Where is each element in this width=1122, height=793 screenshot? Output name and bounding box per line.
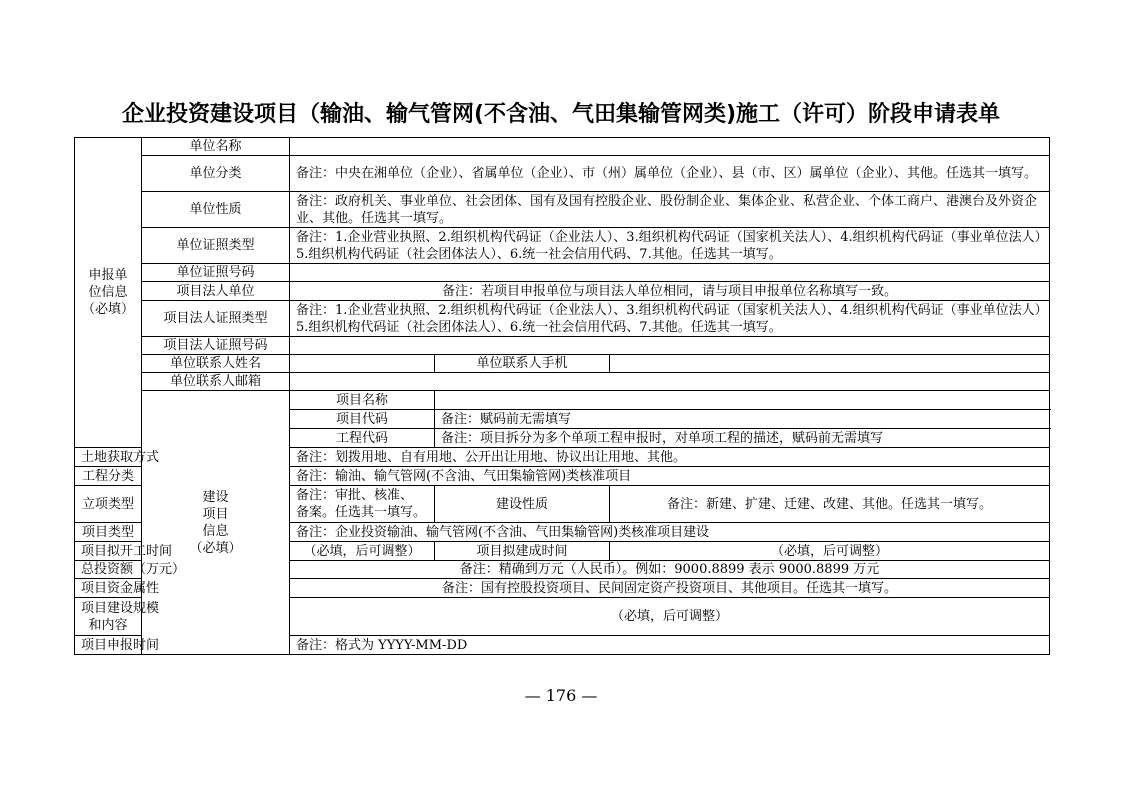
- legal-license-type-field[interactable]: 备注：1.企业营业执照、2.组织机构代码证（企业法人）、3.组织机构代码证（国家机关法人）、4.组织机构代码证（事业单位法人）5.组织机构代码证（社会团体法人）、6.统一社会信用代码、7.其他。任选其一填写。: [290, 301, 1050, 337]
- field-label: 单位联系人姓名: [142, 355, 290, 373]
- project-section-label: [142, 391, 290, 655]
- section-label-line: 信息: [202, 523, 229, 539]
- contact-name-field[interactable]: [290, 355, 435, 373]
- contact-email-field[interactable]: [290, 373, 1050, 391]
- scale-content-field[interactable]: （必填，后可调整）: [290, 598, 1050, 636]
- land-method-field[interactable]: 备注：划拨用地、自有用地、公开出让用地、协议出让用地、其他。: [290, 448, 1050, 467]
- field-label: 单位性质: [142, 192, 290, 228]
- field-label: 项目资金属性: [75, 579, 142, 598]
- table-row: [75, 156, 1050, 192]
- section-label-line: 项目: [202, 506, 229, 522]
- construction-nature-field[interactable]: 备注：新建、扩建、迁建、改建、其他。任选其一填写。: [610, 486, 1050, 523]
- field-label: 土地获取方式: [75, 448, 142, 467]
- field-label: 单位联系人手机: [435, 355, 610, 373]
- section-label-line: （必填）: [81, 302, 134, 317]
- field-label: 工程代码: [290, 429, 435, 448]
- field-label: 工程分类: [75, 467, 142, 486]
- table-row: [75, 192, 1050, 228]
- application-form-table: [74, 137, 1050, 655]
- unit-name-field[interactable]: [290, 138, 1050, 156]
- field-label: 立项类型: [75, 486, 142, 523]
- field-label: 项目代码: [290, 410, 435, 429]
- scale-label-line: 和内容: [88, 617, 128, 633]
- applicant-section-label: [75, 138, 142, 448]
- total-investment-field[interactable]: 备注：精确到万元（人民币）。例如：9000.8899 表示 9000.8899 万元: [290, 561, 1050, 579]
- field-label: 单位证照类型: [142, 228, 290, 264]
- planned-start-field[interactable]: （必填，后可调整）: [290, 542, 435, 561]
- table-row: [75, 391, 1050, 410]
- approval-type-note: 备案。任选其一填写。: [296, 505, 427, 520]
- engineering-category-field[interactable]: 备注：输油、输气管网(不含油、气田集输管网)类核准项目: [290, 467, 1050, 486]
- field-label: 项目法人单位: [142, 282, 290, 301]
- field-label: 建设性质: [435, 486, 610, 523]
- approval-type-note: 备注：审批、核准、: [296, 488, 414, 503]
- field-label: 单位名称: [142, 138, 290, 156]
- table-row: [75, 355, 1050, 373]
- form-title: 企业投资建设项目（输油、输气管网(不含油、气田集输管网类)施工（许可）阶段申请表单: [121, 102, 1001, 127]
- section-label-line: 申报单: [88, 268, 128, 283]
- field-label: 项目名称: [290, 391, 435, 410]
- unit-category-field[interactable]: 备注：中央在湘单位（企业）、省属单位（企业）、市（州）属单位（企业）、县（市、区）属单位（企业）、其他。任选其一填写。: [290, 156, 1050, 192]
- table-row: [75, 373, 1050, 391]
- unit-license-type-field[interactable]: 备注：1.企业营业执照、2.组织机构代码证（企业法人）、3.组织机构代码证（国家机关法人）、4.组织机构代码证（事业单位法人）5.组织机构代码证（社会团体法人）、6.统一社会信用代码、7.其他。任选其一填写。: [290, 228, 1050, 264]
- field-label: 单位证照号码: [142, 264, 290, 282]
- section-label-line: 位信息: [88, 285, 128, 300]
- declare-time-field[interactable]: 备注：格式为 YYYY-MM-DD: [290, 636, 1050, 655]
- table-row: [75, 282, 1050, 301]
- section-label-line: （必填）: [189, 540, 242, 556]
- table-row: [75, 301, 1050, 337]
- field-label: 单位分类: [142, 156, 290, 192]
- field-label: [75, 598, 160, 636]
- planned-finish-field[interactable]: （必填，后可调整）: [610, 542, 1050, 561]
- field-label: 项目类型: [75, 523, 142, 542]
- section-label-line: 建设: [202, 489, 229, 505]
- project-type-field[interactable]: 备注：企业投资输油、输气管网(不含油、气田集输管网)类核准项目建设: [290, 523, 1050, 542]
- field-label: 项目申报时间: [75, 636, 142, 655]
- project-name-field[interactable]: [435, 391, 1050, 410]
- field-label: 项目拟开工时间: [75, 542, 142, 561]
- contact-phone-field[interactable]: [610, 355, 1050, 373]
- field-label: 总投资额（万元）: [75, 561, 142, 579]
- table-row: [75, 337, 1050, 355]
- field-label: 项目法人证照类型: [142, 301, 290, 337]
- scale-label-line: 项目建设规模: [81, 600, 160, 616]
- table-row: [75, 228, 1050, 264]
- legal-license-no-field[interactable]: [290, 337, 1050, 355]
- field-label: 项目法人证照号码: [142, 337, 290, 355]
- fund-attribute-field[interactable]: 备注：国有控股投资项目、民间固定资产投资项目、其他项目。任选其一填写。: [290, 579, 1050, 598]
- legal-unit-field[interactable]: 备注：若项目申报单位与项目法人单位相同，请与项目申报单位名称填写一致。: [290, 282, 1050, 301]
- unit-nature-field[interactable]: 备注：政府机关、事业单位、社会团体、国有及国有控股企业、股份制企业、集体企业、私营企业、个体工商户、港澳台及外资企业、其他。任选其一填写。: [290, 192, 1050, 228]
- field-label: 项目拟建成时间: [435, 542, 610, 561]
- field-label: 单位联系人邮箱: [142, 373, 290, 391]
- table-row: [75, 264, 1050, 282]
- table-row: [75, 138, 1050, 156]
- page-number: — 176 —: [524, 686, 598, 705]
- project-code-field[interactable]: 备注：赋码前无需填写: [435, 410, 1050, 429]
- unit-license-no-field[interactable]: [290, 264, 1050, 282]
- approval-type-field[interactable]: [290, 486, 435, 523]
- engineering-code-field[interactable]: 备注：项目拆分为多个单项工程申报时，对单项工程的描述，赋码前无需填写: [435, 429, 1050, 448]
